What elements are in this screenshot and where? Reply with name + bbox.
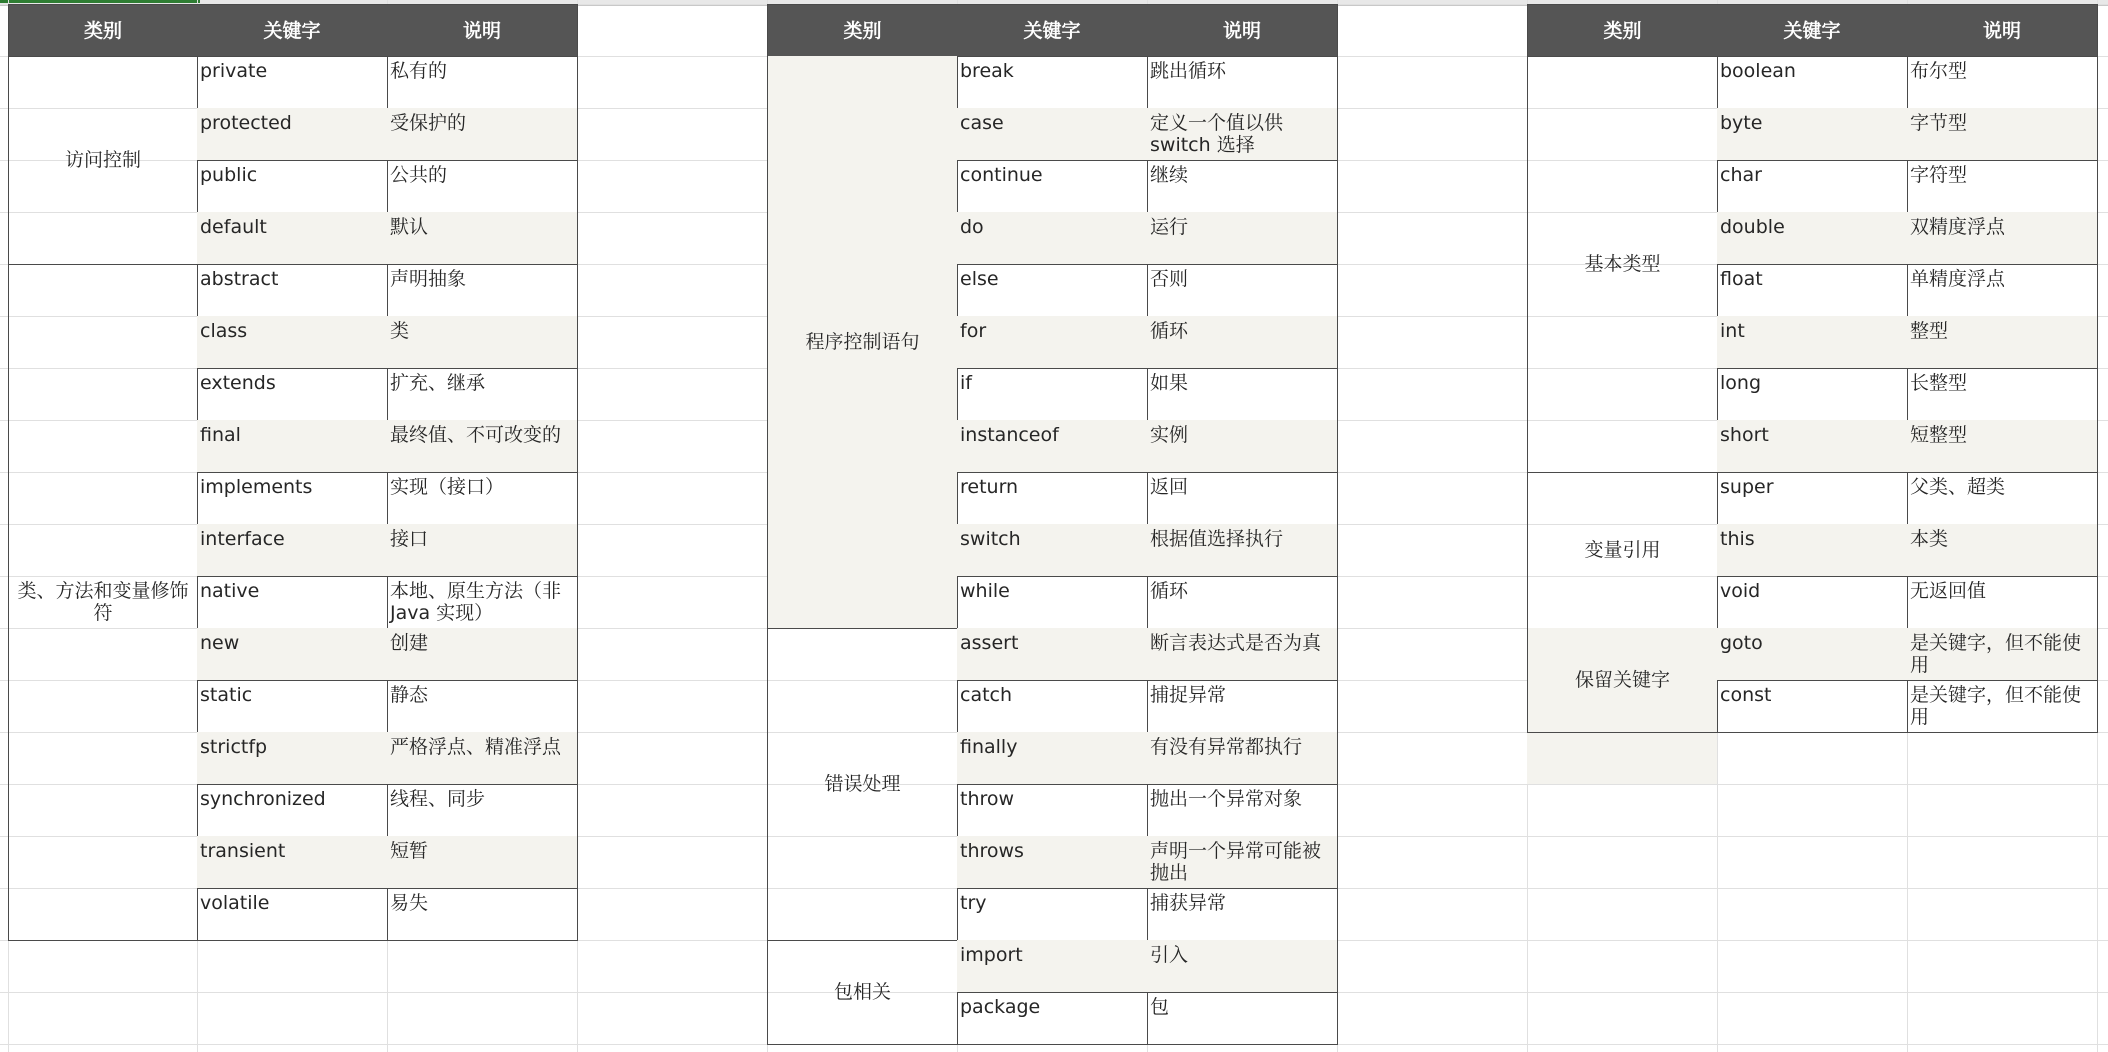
description-cell[interactable]: 是关键字，但不能使用 [1907,680,2098,733]
keyword-cell[interactable]: instanceof [957,420,1148,473]
description-cell[interactable]: 字符型 [1907,160,2098,213]
header-keyword[interactable]: 关键字 [1717,4,1908,57]
category-cell[interactable]: 程序控制语句 [767,56,958,629]
description-cell[interactable]: 断言表达式是否为真 [1147,628,1338,681]
header-category[interactable]: 类别 [1527,4,1718,57]
keyword-cell[interactable]: package [957,992,1148,1045]
description-cell[interactable]: 接口 [387,524,578,577]
description-cell[interactable]: 短暂 [387,836,578,889]
description-cell[interactable]: 最终值、不可改变的 [387,420,578,473]
header-description[interactable]: 说明 [387,4,578,57]
keyword-cell[interactable]: native [197,576,388,629]
header-description[interactable]: 说明 [1147,4,1338,57]
keyword-cell[interactable]: interface [197,524,388,577]
category-cell[interactable]: 包相关 [767,940,958,1045]
keyword-cell[interactable]: finally [957,732,1148,785]
shaded-empty-cell[interactable] [1527,733,1717,784]
keyword-cell[interactable]: while [957,576,1148,629]
description-cell[interactable]: 声明一个异常可能被抛出 [1147,836,1338,889]
description-cell[interactable]: 类 [387,316,578,369]
keyword-cell[interactable]: catch [957,680,1148,733]
keyword-cell[interactable]: super [1717,472,1908,525]
description-cell[interactable]: 本类 [1907,524,2098,577]
description-cell[interactable]: 静态 [387,680,578,733]
keyword-cell[interactable]: throws [957,836,1148,889]
description-cell[interactable]: 私有的 [387,56,578,109]
keyword-cell[interactable]: new [197,628,388,681]
keyword-cell[interactable]: short [1717,420,1908,473]
keyword-cell[interactable]: extends [197,368,388,421]
description-cell[interactable]: 易失 [387,888,578,941]
keyword-cell[interactable]: public [197,160,388,213]
keyword-cell[interactable]: else [957,264,1148,317]
description-cell[interactable]: 实例 [1147,420,1338,473]
selected-cell-indicator [0,0,200,3]
description-cell[interactable]: 抛出一个异常对象 [1147,784,1338,837]
keyword-cell[interactable]: volatile [197,888,388,941]
keyword-cell[interactable]: switch [957,524,1148,577]
keyword-cell[interactable]: implements [197,472,388,525]
description-cell[interactable]: 单精度浮点 [1907,264,2098,317]
keyword-cell[interactable]: long [1717,368,1908,421]
keyword-cell[interactable]: void [1717,576,1908,629]
description-cell[interactable]: 声明抽象 [387,264,578,317]
description-cell[interactable]: 父类、超类 [1907,472,2098,525]
header-category[interactable]: 类别 [8,4,198,57]
keyword-cell[interactable]: strictfp [197,732,388,785]
description-cell[interactable]: 运行 [1147,212,1338,265]
keyword-cell[interactable]: try [957,888,1148,941]
keyword-cell[interactable]: int [1717,316,1908,369]
description-cell[interactable]: 整型 [1907,316,2098,369]
keyword-cell[interactable]: double [1717,212,1908,265]
description-cell[interactable]: 字节型 [1907,108,2098,161]
keyword-cell[interactable]: assert [957,628,1148,681]
description-cell[interactable]: 引入 [1147,940,1338,993]
description-cell[interactable]: 循环 [1147,316,1338,369]
keyword-cell[interactable]: break [957,56,1148,109]
description-cell[interactable]: 短整型 [1907,420,2098,473]
keyword-cell[interactable]: const [1717,680,1908,733]
description-cell[interactable]: 受保护的 [387,108,578,161]
keyword-cell[interactable]: return [957,472,1148,525]
category-cell[interactable]: 类、方法和变量修饰符 [8,264,198,941]
description-cell[interactable]: 循环 [1147,576,1338,629]
keyword-cell[interactable]: char [1717,160,1908,213]
description-cell[interactable]: 捕捉异常 [1147,680,1338,733]
header-description[interactable]: 说明 [1907,4,2098,57]
keyword-cell[interactable]: continue [957,160,1148,213]
description-cell[interactable]: 实现（接口） [387,472,578,525]
keyword-cell[interactable]: default [197,212,388,265]
description-cell[interactable]: 如果 [1147,368,1338,421]
description-cell[interactable]: 有没有异常都执行 [1147,732,1338,785]
description-cell[interactable]: 无返回值 [1907,576,2098,629]
keyword-cell[interactable]: final [197,420,388,473]
keyword-cell[interactable]: case [957,108,1148,161]
description-cell[interactable]: 创建 [387,628,578,681]
keyword-cell[interactable]: for [957,316,1148,369]
description-cell[interactable]: 继续 [1147,160,1338,213]
description-cell[interactable]: 双精度浮点 [1907,212,2098,265]
keyword-cell[interactable]: import [957,940,1148,993]
description-cell[interactable]: 跳出循环 [1147,56,1338,109]
keyword-cell[interactable]: class [197,316,388,369]
keyword-cell[interactable]: private [197,56,388,109]
header-keyword[interactable]: 关键字 [957,4,1148,57]
description-cell[interactable]: 本地、原生方法（非 Java 实现） [387,576,578,629]
keyword-cell[interactable]: transient [197,836,388,889]
keyword-cell[interactable]: this [1717,524,1908,577]
keyword-cell[interactable]: boolean [1717,56,1908,109]
header-keyword[interactable]: 关键字 [197,4,388,57]
category-cell[interactable]: 基本类型 [1527,56,1718,473]
keyword-cell[interactable]: byte [1717,108,1908,161]
keyword-cell[interactable]: goto [1717,628,1908,681]
description-cell[interactable]: 根据值选择执行 [1147,524,1338,577]
description-cell[interactable]: 线程、同步 [387,784,578,837]
description-cell[interactable]: 包 [1147,992,1338,1045]
header-category[interactable]: 类别 [767,4,958,57]
description-cell[interactable]: 是关键字，但不能使用 [1907,628,2098,681]
category-cell[interactable]: 变量引用 [1527,472,1718,629]
description-cell[interactable]: 扩充、继承 [387,368,578,421]
keyword-cell[interactable]: synchronized [197,784,388,837]
description-cell[interactable]: 布尔型 [1907,56,2098,109]
description-cell[interactable]: 否则 [1147,264,1338,317]
description-cell[interactable]: 长整型 [1907,368,2098,421]
description-cell[interactable]: 捕获异常 [1147,888,1338,941]
keyword-cell[interactable]: do [957,212,1148,265]
category-cell[interactable]: 保留关键字 [1527,628,1718,733]
description-cell[interactable]: 默认 [387,212,578,265]
keyword-cell[interactable]: if [957,368,1148,421]
keyword-cell[interactable]: abstract [197,264,388,317]
category-cell[interactable]: 访问控制 [8,56,198,265]
description-cell[interactable]: 定义一个值以供 switch 选择 [1147,108,1338,161]
keyword-cell[interactable]: protected [197,108,388,161]
description-cell[interactable]: 公共的 [387,160,578,213]
keyword-cell[interactable]: float [1717,264,1908,317]
keyword-cell[interactable]: throw [957,784,1148,837]
description-cell[interactable]: 严格浮点、精准浮点 [387,732,578,785]
description-cell[interactable]: 返回 [1147,472,1338,525]
keyword-cell[interactable]: static [197,680,388,733]
category-cell[interactable]: 错误处理 [767,628,958,941]
